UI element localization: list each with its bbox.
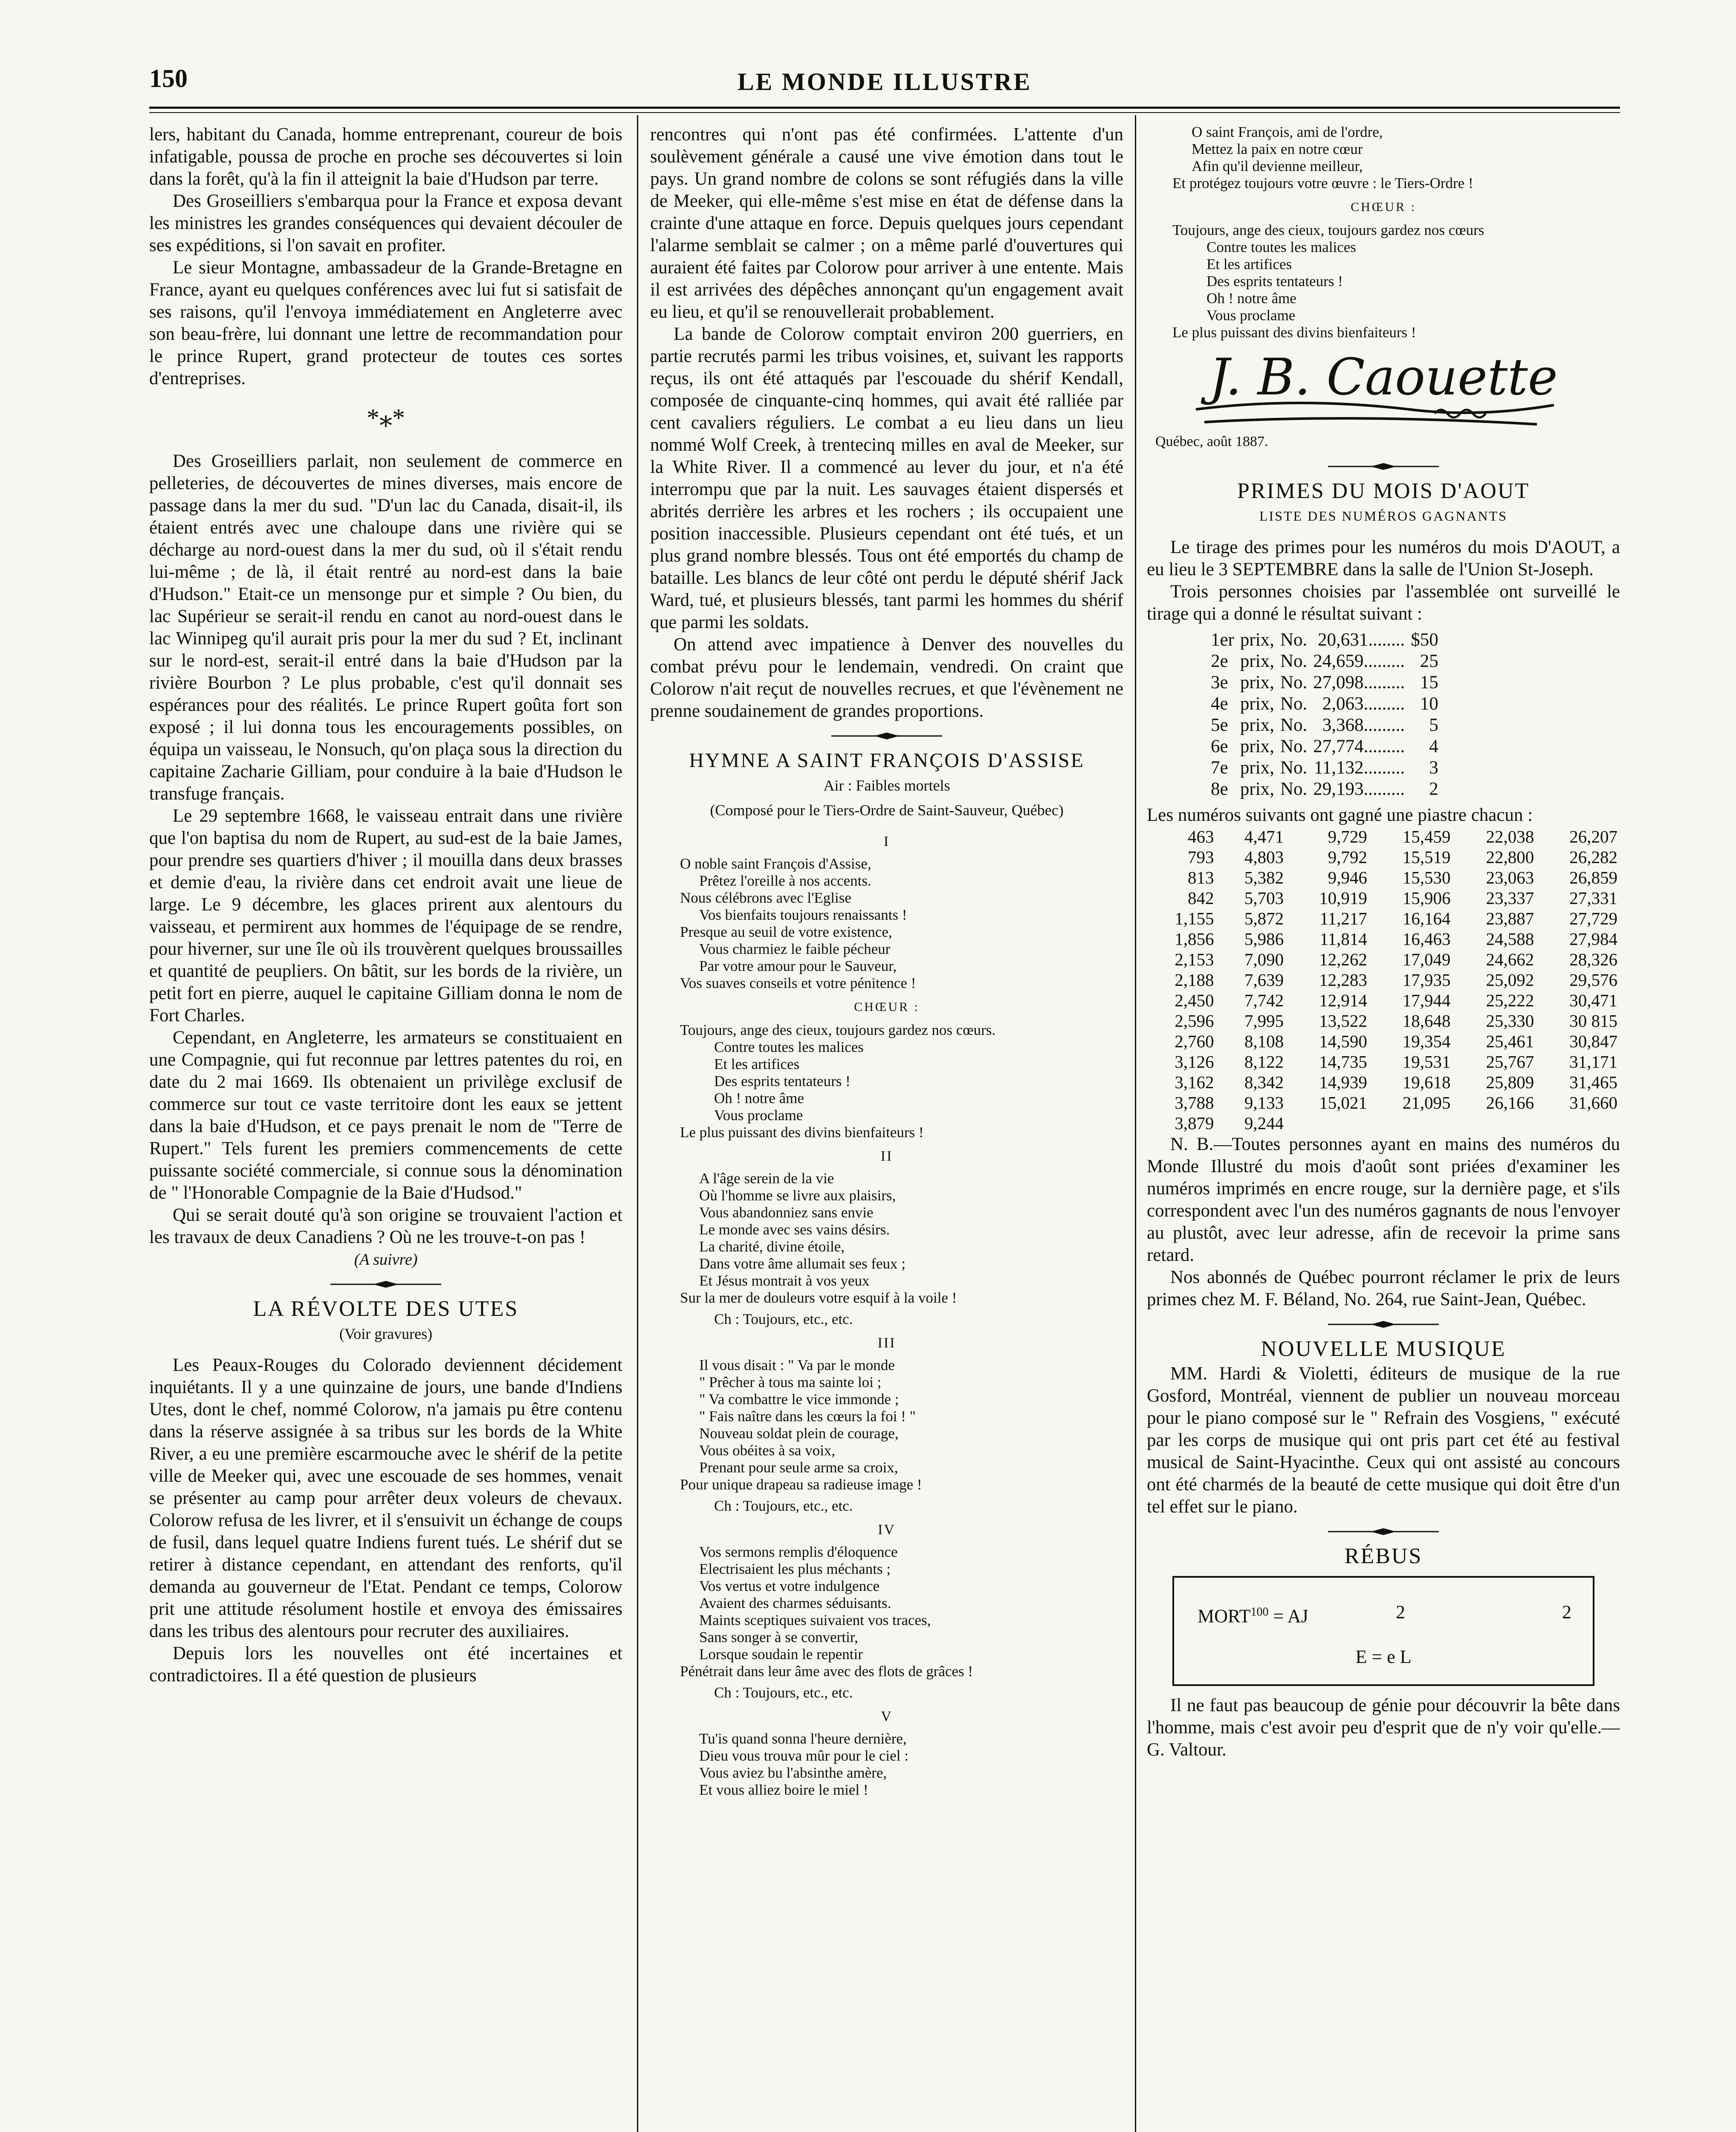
table-cell: 17,049 <box>1402 950 1451 969</box>
table-cell: 6e <box>1211 736 1228 756</box>
table-row <box>1147 1072 1620 1092</box>
verse-line: Et vous alliez boire le miel ! <box>699 1781 868 1798</box>
section-subtitle: (Voir gravures) <box>339 1325 433 1342</box>
ornament-divider <box>330 1280 441 1289</box>
verse-line: O noble saint François d'Assise, <box>680 855 871 872</box>
table-cell: 17,935 <box>1402 970 1451 990</box>
table-row <box>1211 736 1444 757</box>
table-cell: 5,986 <box>1244 929 1284 949</box>
chorus-line: Oh ! notre âme <box>714 1090 804 1107</box>
verse-line: Sur la mer de douleurs votre esquif à la voile ! <box>680 1289 957 1306</box>
table-row <box>1147 1052 1620 1072</box>
verse-line: Presque au seuil de votre existence, <box>680 924 892 940</box>
article-paragraph: Des Groseilliers s'embarqua pour la France et exposa devant les ministres les grandes conséquences qui devaient découler de ses expéditions, si l'on savait en profiter. <box>149 191 622 255</box>
table-cell: 26,282 <box>1569 847 1617 867</box>
table-row <box>1147 990 1620 1011</box>
hymn-air: Air : Faibles mortels <box>823 777 950 794</box>
table-cell: prix, <box>1240 758 1274 778</box>
table-cell: 3,788 <box>1175 1093 1214 1112</box>
verse-line: Dans votre âme allumait ses feux ; <box>699 1255 906 1272</box>
verse-number: IV <box>878 1522 896 1538</box>
table-cell: 18,648 <box>1402 1011 1451 1031</box>
table-cell: 29,576 <box>1569 970 1617 990</box>
table-cell: prix, <box>1240 736 1274 756</box>
table-cell: 27,331 <box>1569 888 1617 908</box>
chorus-reference: Ch : Toujours, etc., etc. <box>714 1684 853 1701</box>
article-paragraph: Nos abonnés de Québec pourront réclamer le prix de leurs primes chez M. F. Béland, No. 264, rue Saint-Jean, Québec. <box>1147 1267 1620 1309</box>
table-cell: 30,471 <box>1569 991 1617 1010</box>
verse-line: Nouveau soldat plein de courage, <box>699 1425 899 1442</box>
table-cell: 4e <box>1211 694 1228 714</box>
table-cell: 25,809 <box>1486 1072 1534 1092</box>
table-cell: 5 <box>1429 715 1438 735</box>
table-cell: 7,639 <box>1244 970 1284 990</box>
table-row <box>1147 929 1620 949</box>
table-cell: No. <box>1280 758 1308 778</box>
chorus-line: Des esprits tentateurs ! <box>714 1073 851 1089</box>
table-cell: 5e <box>1211 715 1228 735</box>
table-row <box>1211 672 1444 693</box>
table-cell: 14,735 <box>1319 1052 1367 1072</box>
table-cell: 28,326 <box>1569 950 1617 969</box>
table-cell: 10 <box>1420 694 1438 714</box>
verse <box>680 1730 1123 1799</box>
place-date: Québec, août 1887. <box>1155 434 1268 449</box>
table-cell: 7,090 <box>1244 950 1284 969</box>
ornament-divider <box>1328 1320 1439 1329</box>
table-cell: 3 <box>1429 758 1438 778</box>
rebus-text: MORT <box>1198 1605 1251 1627</box>
chorus-label: CHŒUR : <box>1351 200 1416 214</box>
chorus-line: Vous proclame <box>1207 307 1296 324</box>
chorus-line: Et les artifices <box>714 1056 800 1072</box>
table-cell: 842 <box>1188 888 1214 908</box>
section-title: LA RÉVOLTE DES UTES <box>253 1297 519 1321</box>
table-cell: 2e <box>1211 651 1228 671</box>
table-cell: 10,919 <box>1319 888 1367 908</box>
verse-line: Pénétrait dans leur âme avec des flots de grâces ! <box>680 1663 973 1680</box>
table-cell: 30,847 <box>1569 1031 1617 1051</box>
table-cell: 15,021 <box>1319 1093 1367 1112</box>
article-paragraph: Le 29 septembre 1668, le vaisseau entrait dans une rivière que l'on baptisa du nom de Rupert, au sud-est de la baie James, pour prendre ses quartiers d'hiver ; il mouilla dans deux brasses et demie d'eau, la rivière dans cet endroit avait une lieue de large. Le 9 décembre, les glaces prirent aux alentours du vaisseau, et permirent aux hommes de l'équipage de se rendre, pour hiverner, sur une île où ils trouvèrent quelques broussailles et quantité de peupliers. On bâtit, sur les bords de la rivière, un petit fort en pierre, auquel le capitaine Gilliam donna le nom de Fort Charles. <box>149 806 622 1025</box>
section-title: PRIMES DU MOIS D'AOUT <box>1237 479 1530 503</box>
table-cell: 31,171 <box>1569 1052 1617 1072</box>
page-header <box>149 64 1620 102</box>
table-cell <box>1536 1113 1620 1133</box>
table-cell: No. <box>1280 736 1308 756</box>
table-row <box>1211 629 1444 651</box>
article-paragraph: Qui se serait douté qu'à son origine se trouvaient l'action et les travaux de deux Canadiens ? Où ne les trouve-t-on pas ! <box>149 1205 622 1247</box>
table-cell <box>1453 1113 1537 1133</box>
table-cell: 12,283 <box>1319 970 1367 990</box>
table-cell: 1,856 <box>1175 929 1214 949</box>
article-paragraph: N. B.—Toutes personnes ayant en mains des numéros du Monde Illustré du mois d'août sont priées d'examiner les numéros imprimés en encre rouge, sur la dernière page, et s'ils correspondent avec l'un des numéros gagnants de nous l'envoyer au plustôt, avec leur adresse, afin de recevoir la prime sans retard. <box>1147 1134 1620 1265</box>
table-cell: 9,133 <box>1244 1093 1284 1112</box>
prize-table <box>1211 629 1444 800</box>
table-cell: No. <box>1280 672 1308 692</box>
table-cell: 5,703 <box>1244 888 1284 908</box>
verse-line: " Va combattre le vice immonde ; <box>699 1391 899 1408</box>
rebus-text: = AJ <box>1268 1605 1308 1627</box>
verse-line: O saint François, ami de l'ordre, <box>1192 124 1383 140</box>
header-rule <box>149 107 1620 113</box>
table-row <box>1211 715 1444 736</box>
table-row <box>1147 949 1620 970</box>
table-cell: 27,729 <box>1569 909 1617 928</box>
table-cell: 2,760 <box>1175 1031 1214 1051</box>
table-cell <box>1370 1113 1453 1133</box>
table-cell: prix, <box>1240 672 1274 692</box>
table-cell: 25,461 <box>1486 1031 1534 1051</box>
table-cell: 24,588 <box>1486 929 1534 949</box>
verse-line: Vos sermons remplis d'éloquence <box>699 1544 898 1560</box>
article-paragraph: Les Peaux-Rouges du Colorado deviennent décidement inquiétants. Il y a une quinzaine de jours, une bande d'Indiens Utes, dont le chef, nommé Colorow, n'a jamais pu être contenu dans la réserve assignée à sa tribus sur les bords de la White River, a eu une première escarmouche avec le shérif de la petite ville de Meeker qui, avec une escouade de ses hommes, venait se présenter au camp pour arrêter deux voleurs de chevaux. Colorow refusa de les livrer, et il s'ensuivit un échange de coups de fusil, dans lequel quatre Indiens furent tués. Le shérif dut se retirer à distance cependant, en attendant des renforts, qu'il demanda au gouverneur de l'Etat. Pendant ce temps, Colorow prit une attitude résolument hostile et envoya des émissaires dans les tribus des alentours pour recruter des auxiliaires. <box>149 1355 622 1641</box>
table-cell: prix, <box>1240 651 1274 671</box>
table-cell: 1,155 <box>1175 909 1214 928</box>
verse <box>680 1357 1123 1493</box>
verse-line: Où l'homme se livre aux plaisirs, <box>699 1187 896 1204</box>
table-cell: $50 <box>1411 630 1438 650</box>
table-cell: 3,879 <box>1175 1113 1214 1133</box>
table-cell: prix, <box>1240 715 1274 735</box>
table-cell: 7,742 <box>1244 991 1284 1010</box>
table-cell: 19,531 <box>1402 1052 1451 1072</box>
table-cell: 9,946 <box>1328 868 1367 887</box>
signature <box>1170 345 1597 435</box>
table-cell: 9,729 <box>1328 827 1367 846</box>
table-cell: 19,354 <box>1402 1031 1451 1051</box>
table-cell <box>1286 1113 1370 1133</box>
table-cell: 15,459 <box>1402 827 1451 846</box>
article-paragraph: La bande de Colorow comptait environ 200 guerriers, en partie recrutés parmi les tribus voisines, et, suivant les rapports reçus, ils ont été attaqués par l'escouade du shérif Kendall, composée de cinquante-cinq hommes, qui avait été ralliée par cent cavaliers réguliers. Le combat a eu lieu dans un lieu nommé Wolf Creek, à trentecinq milles en aval de Meeker, sur la White River. Il a commencé au lever du jour, et n'a été interrompu que par la nuit. Les sauvages étaient dispersés et abrités derrière les arbres et les rochers ; ils occupaient une position inaccessible. Plusieurs cependant ont été tués, et un plus grand nombre blessés. Tous ont été emportés du champ de bataille. Les blancs de leur côté ont perdu le député shérif Jack Ward, tué, et plusieurs blessés, tant parmi les hommes du shérif que parmi les soldats. <box>650 324 1123 632</box>
rebus-box <box>1172 1576 1594 1686</box>
verse <box>680 1544 1123 1680</box>
verse-line: Vous aviez bu l'absinthe amère, <box>699 1764 887 1781</box>
chorus-line: Le plus puissant des divins bienfaiteurs ! <box>680 1124 924 1141</box>
rebus-line: E = e L <box>1355 1646 1412 1667</box>
verse-line: Vos suaves conseils et votre pénitence ! <box>680 975 916 991</box>
verse-line: Sans songer à se convertir, <box>699 1629 858 1645</box>
hymn-composed-note: (Composé pour le Tiers-Ordre de Saint-Sauveur, Québec) <box>710 802 1064 819</box>
verse-line: Avaient des charmes séduisants. <box>699 1595 891 1611</box>
verse-line: La charité, divine étoile, <box>699 1238 845 1255</box>
article-paragraph: Les numéros suivants ont gagné une piastre chacun : <box>1147 805 1533 825</box>
verse-line: Et Jésus montrait à vos yeux <box>699 1272 870 1289</box>
table-cell: 3,368......... <box>1322 715 1405 735</box>
ornament-divider <box>1328 1527 1439 1536</box>
table-cell: 16,463 <box>1402 929 1451 949</box>
table-cell: 7e <box>1211 758 1228 778</box>
table-cell: 26,207 <box>1569 827 1617 846</box>
verse <box>680 1170 1123 1306</box>
article-paragraph: Trois personnes choisies par l'assemblée ont surveillé le tirage qui a donné le résultat suivant : <box>1147 582 1620 624</box>
table-cell: 5,872 <box>1244 909 1284 928</box>
table-cell: 11,132......... <box>1314 758 1405 778</box>
article-paragraph: rencontres qui n'ont pas été confirmées. L'attente d'un soulèvement générale a causé une vive émotion dans tout le pays. Un grand nombre de colons se sont réfugiés dans la ville de Meeker, qui elle-même s'est mise en état de défense dans la crainte d'une attaque en force. Depuis quelques jours cependant l'alarme semblait se calmer ; on a même parlé d'ouvertures qui auraient été faites par Colorow pour arriver à une entente. Mais il est arrivées des dépêches annonçant qu'un engagement avait eu lieu, et qu'il se renouvellerait probablement. <box>650 125 1123 322</box>
verse-line: Pour unique drapeau sa radieuse image ! <box>680 1476 922 1493</box>
chorus-line: Le plus puissant des divins bienfaiteurs ! <box>1172 324 1416 341</box>
table-cell: 8,122 <box>1244 1052 1284 1072</box>
table-row <box>1211 693 1444 715</box>
table-row <box>1147 867 1620 888</box>
table-cell: 26,166 <box>1486 1093 1534 1112</box>
article-paragraph: Cependant, en Angleterre, les armateurs se constituaient en une Compagnie, qui fut reconnue par lettres patentes du roi, en date du 2 mai 1669. Ils obtenaient un privilège exclusif de commerce sur tout ce vaste territoire dont les eaux se jettent dans la baie d'Hudson, et ce pays prenait le nom de "Terre de Rupert." Tels furent les premiers commencements de cette puissante société commerciale, si connue sous la dénomination de " l'Honorable Compagnie de la Baie d'Hudsod." <box>149 1028 622 1203</box>
table-cell: 25,767 <box>1486 1052 1534 1072</box>
chorus-line: Des esprits tentateurs ! <box>1207 273 1343 290</box>
table-cell: 13,522 <box>1319 1011 1367 1031</box>
verse-line: Par votre amour pour le Sauveur, <box>699 958 897 974</box>
table-cell: 20,631........ <box>1318 630 1405 650</box>
chorus-line: Vous proclame <box>714 1107 803 1124</box>
verse-line: Mettez la paix en notre cœur <box>1192 141 1363 157</box>
table-row <box>1147 970 1620 990</box>
verse-line: Lorsque soudain le repentir <box>699 1646 863 1663</box>
verse-line: Prenant pour seule arme sa croix, <box>699 1459 898 1476</box>
table-cell: 5,382 <box>1244 868 1284 887</box>
table-cell: 27,098......... <box>1313 672 1405 692</box>
table-cell: 24,659......... <box>1313 651 1405 671</box>
verse <box>680 855 1123 992</box>
verse-number: I <box>883 834 890 849</box>
table-cell: 4,803 <box>1244 847 1284 867</box>
table-cell: 22,038 <box>1486 827 1534 846</box>
hymn-title: HYMNE A SAINT FRANÇOIS D'ASSISE <box>689 749 1085 772</box>
table-row <box>1147 888 1620 908</box>
table-cell: 30 815 <box>1569 1011 1617 1031</box>
table-row <box>1147 1011 1620 1031</box>
to-be-continued: (A suivre) <box>354 1251 418 1269</box>
article-paragraph: lers, habitant du Canada, homme entreprenant, coureur de bois infatigable, poussa de proche en proche ses découvertes si loin dans la forêt, qu'à la fin il atteignit la baie d'Hudson par terre. <box>149 125 622 189</box>
rebus-line <box>1198 1601 1308 1628</box>
table-cell: 4 <box>1429 736 1438 756</box>
table-cell: 22,800 <box>1486 847 1534 867</box>
table-cell: 9,244 <box>1244 1113 1284 1133</box>
section-subtitle: LISTE DES NUMÉROS GAGNANTS <box>1259 508 1507 524</box>
table-cell: prix, <box>1240 779 1274 799</box>
asterism-separator: *⁎* <box>367 404 405 432</box>
verse-line: Dieu vous trouva mûr pour le ciel : <box>699 1747 909 1764</box>
table-cell: No. <box>1280 779 1308 799</box>
verse-line: Vos vertus et votre indulgence <box>699 1578 880 1594</box>
table-cell: 21,095 <box>1402 1093 1451 1112</box>
table-cell: prix, <box>1240 694 1274 714</box>
masthead-title: LE MONDE ILLUSTRE <box>737 68 1032 96</box>
table-row <box>1211 651 1444 672</box>
table-cell: 1er <box>1211 630 1234 650</box>
verse-line: Maints sceptiques suivaient vos traces, <box>699 1612 931 1628</box>
column-rule <box>637 115 638 2132</box>
ornament-divider <box>831 732 942 740</box>
table-cell: 8,342 <box>1244 1072 1284 1092</box>
table-row <box>1147 826 1620 847</box>
table-cell: 3,126 <box>1175 1052 1214 1072</box>
column-rule <box>1135 115 1136 2132</box>
verse-number: II <box>880 1148 893 1164</box>
verse-line: Nous célébrons avec l'Eglise <box>680 889 851 906</box>
verse-line: A l'âge serein de la vie <box>699 1170 834 1187</box>
verse-line: " Prêcher à tous ma sainte loi ; <box>699 1374 882 1390</box>
chorus <box>680 1022 1123 1141</box>
verse-line: Electrisaient les plus méchants ; <box>699 1561 891 1577</box>
table-cell: 3e <box>1211 672 1228 692</box>
table-cell: 17,944 <box>1402 991 1451 1010</box>
chorus-line: Toujours, ange des cieux, toujours gardez nos cœurs <box>1172 222 1484 238</box>
table-cell: 29,193......... <box>1313 779 1405 799</box>
chorus-label: CHŒUR : <box>854 1000 920 1014</box>
column-right <box>1147 124 1620 2132</box>
table-cell: 23,063 <box>1486 868 1534 887</box>
table-cell: 25 <box>1420 651 1438 671</box>
verse-line: Et protégez toujours votre œuvre : le Tiers-Ordre ! <box>1172 175 1473 191</box>
table-cell: 15,519 <box>1402 847 1451 867</box>
table-cell: 15,906 <box>1402 888 1451 908</box>
table-row <box>1211 779 1444 800</box>
table-cell: 9,792 <box>1328 847 1367 867</box>
verse-line: Prêtez l'oreille à nos accents. <box>699 872 871 889</box>
column-middle <box>650 124 1123 2132</box>
table-cell: 31,465 <box>1569 1072 1617 1092</box>
table-cell: 2 <box>1429 779 1438 799</box>
column-left <box>149 124 622 2132</box>
ornament-divider <box>1328 462 1439 471</box>
table-row <box>1147 908 1620 929</box>
signature-text: J. B. Caouette <box>1209 348 1558 406</box>
table-cell: 813 <box>1188 868 1214 887</box>
table-cell: 4,471 <box>1244 827 1284 846</box>
section-title: NOUVELLE MUSIQUE <box>1261 1337 1506 1361</box>
chorus-reference: Ch : Toujours, etc., etc. <box>714 1498 853 1514</box>
verse-line: Le monde avec ses vains désirs. <box>699 1221 890 1238</box>
article-paragraph: Le tirage des primes pour les numéros du mois D'AOUT, a eu lieu le 3 SEPTEMBRE dans la salle de l'Union St-Joseph. <box>1147 537 1620 579</box>
table-cell: 463 <box>1188 827 1214 846</box>
verse-number: III <box>877 1335 896 1351</box>
table-cell: 15,530 <box>1402 868 1451 887</box>
table-cell: 2,450 <box>1175 991 1214 1010</box>
table-cell: 793 <box>1188 847 1214 867</box>
article-paragraph: On attend avec impatience à Denver des nouvelles du combat prévu pour le lendemain, vendredi. On craint que Colorow n'ait reçut de nouvelles recrues, et que l'évènement ne prenne soudainement de grandes proportions. <box>650 634 1123 721</box>
table-cell: 14,590 <box>1319 1031 1367 1051</box>
table-cell: 23,887 <box>1486 909 1534 928</box>
table-cell: No. <box>1280 630 1308 650</box>
table-cell: 3,162 <box>1175 1072 1214 1092</box>
section-title: RÉBUS <box>1344 1544 1423 1568</box>
verse-line: Vous obéites à sa voix, <box>699 1442 836 1459</box>
verse-line: " Fais naître dans les cœurs la foi ! " <box>699 1408 916 1425</box>
chorus-line: Oh ! notre âme <box>1207 290 1296 307</box>
table-cell: No. <box>1280 694 1308 714</box>
table-cell: 8e <box>1211 779 1228 799</box>
table-cell: 25,092 <box>1486 970 1534 990</box>
verse-line: Afin qu'il devienne meilleur, <box>1192 158 1363 174</box>
page-number: 150 <box>149 64 188 93</box>
verse-line: Tu'is quand sonna l'heure dernière, <box>699 1730 907 1747</box>
table-cell: 16,164 <box>1402 909 1451 928</box>
rebus-digit: 2 <box>1562 1602 1571 1622</box>
chorus <box>1172 222 1620 341</box>
chorus-reference: Ch : Toujours, etc., etc. <box>714 1311 853 1327</box>
chorus-line: Et les artifices <box>1207 256 1292 272</box>
table-cell: 23,337 <box>1486 888 1534 908</box>
table-cell: 27,774......... <box>1313 736 1405 756</box>
rebus-superscript: 100 <box>1250 1605 1269 1619</box>
table-cell: 7,995 <box>1244 1011 1284 1031</box>
article-paragraph: MM. Hardi & Violetti, éditeurs de musique de la rue Gosford, Montréal, viennent de publier un nouveau morceau pour le piano composé sur le " Refrain des Vosgiens, " exécuté par les corps de musique qui ont pris part cet été au festival musical de Saint-Hyacinthe. Ceux qui ont assisté au concours ont été charmés de la beauté de cette musique qui doit être d'un tel effet sur le piano. <box>1147 1364 1620 1517</box>
table-cell: prix, <box>1240 630 1274 650</box>
verse-line: Il vous disait : " Va par le monde <box>699 1357 895 1373</box>
verse-number: V <box>881 1709 893 1724</box>
table-cell: 2,596 <box>1175 1011 1214 1031</box>
table-cell: 12,262 <box>1319 950 1367 969</box>
table-cell: 12,914 <box>1319 991 1367 1010</box>
verse-line: Vous charmiez le faible pécheur <box>699 941 891 957</box>
table-cell: 25,330 <box>1486 1011 1534 1031</box>
chorus-line: Toujours, ange des cieux, toujours gardez nos cœurs. <box>680 1022 996 1038</box>
article-paragraph: Depuis lors les nouvelles ont été incertaines et contradictoires. Il a été question de plusieurs <box>149 1643 622 1686</box>
table-cell: No. <box>1280 715 1308 735</box>
verse-line: Vous abandonniez sans envie <box>699 1204 874 1221</box>
table-cell: 2,153 <box>1175 950 1214 969</box>
table-row <box>1211 757 1444 779</box>
table-cell: 14,939 <box>1319 1072 1367 1092</box>
chorus-line: Contre toutes les malices <box>714 1039 864 1055</box>
table-cell: 27,984 <box>1569 929 1617 949</box>
table-row <box>1147 1092 1620 1113</box>
article-paragraph: Des Groseilliers parlait, non seulement de commerce en pelleteries, de découvertes de mines diverses, mais encore de passage dans la mer du sud. "D'un lac du Canada, disait-il, ils étaient entrés avec une chaloupe dans une rivière qui se décharge au nord-ouest dans la mer du sud, où il s'était rendu lui-même ; de là, il était rentré au nord-est dans la baie d'Hudson." Etait-ce un mensonge pur et simple ? Ou bien, du lac Supérieur se serait-il rendu en canot au nord-ouest dans le lac Winnipeg qu'il aurait pris pour la mer du sud ? Et, inclinant sur le nord-est, serait-il entré dans la baie d'Hudson par la rivière Bourbon ? Le plus probable, c'est qu'il donnait ses espérances pour des réalités. Le prince Rupert goûta fort son exposé ; il lui donna tous les encouragements possibles, on équipa un vaisseau, le Nonsuch, qu'on plaça sous la direction du capitaine Zacharie Gilliam, pour conduire à la baie d'Hudson le transfuge français. <box>149 451 622 804</box>
table-cell: 24,662 <box>1486 950 1534 969</box>
table-cell: 15 <box>1420 672 1438 692</box>
table-cell: 11,814 <box>1319 929 1367 949</box>
table-cell: 26,859 <box>1569 868 1617 887</box>
table-cell: No. <box>1280 651 1308 671</box>
table-cell: 25,222 <box>1486 991 1534 1010</box>
table-row <box>1147 1031 1620 1052</box>
chorus-line: Contre toutes les malices <box>1207 239 1356 255</box>
table-cell: 11,217 <box>1319 909 1367 928</box>
table-row <box>1147 1113 1620 1133</box>
table-row <box>1147 847 1620 867</box>
verse-line: Vos bienfaits toujours renaissants ! <box>699 907 907 923</box>
rebus-digit: 2 <box>1396 1602 1405 1622</box>
verse <box>1172 124 1620 192</box>
article-paragraph: Le sieur Montagne, ambassadeur de la Grande-Bretagne en France, ayant eu quelques conférences avec lui fut si satisfait de ses raisons, qu'il l'envoya immédiatement en Angleterre avec son beau-frère, lui donnant une lettre de recommandation pour le prince Rupert, grand protecteur de toutes ces sortes d'entreprises. <box>149 258 622 388</box>
table-cell: 19,618 <box>1402 1072 1451 1092</box>
table-cell: 2,063......... <box>1322 694 1405 714</box>
table-cell: 31,660 <box>1569 1093 1617 1112</box>
table-cell: 2,188 <box>1175 970 1214 990</box>
winning-numbers-table <box>1147 826 1620 1133</box>
table-cell: 8,108 <box>1244 1031 1284 1051</box>
article-paragraph: Il ne faut pas beaucoup de génie pour découvrir la bête dans l'homme, mais c'est avoir peu d'esprit que de n'y voir qu'elle.—G. Valtour. <box>1147 1695 1620 1760</box>
